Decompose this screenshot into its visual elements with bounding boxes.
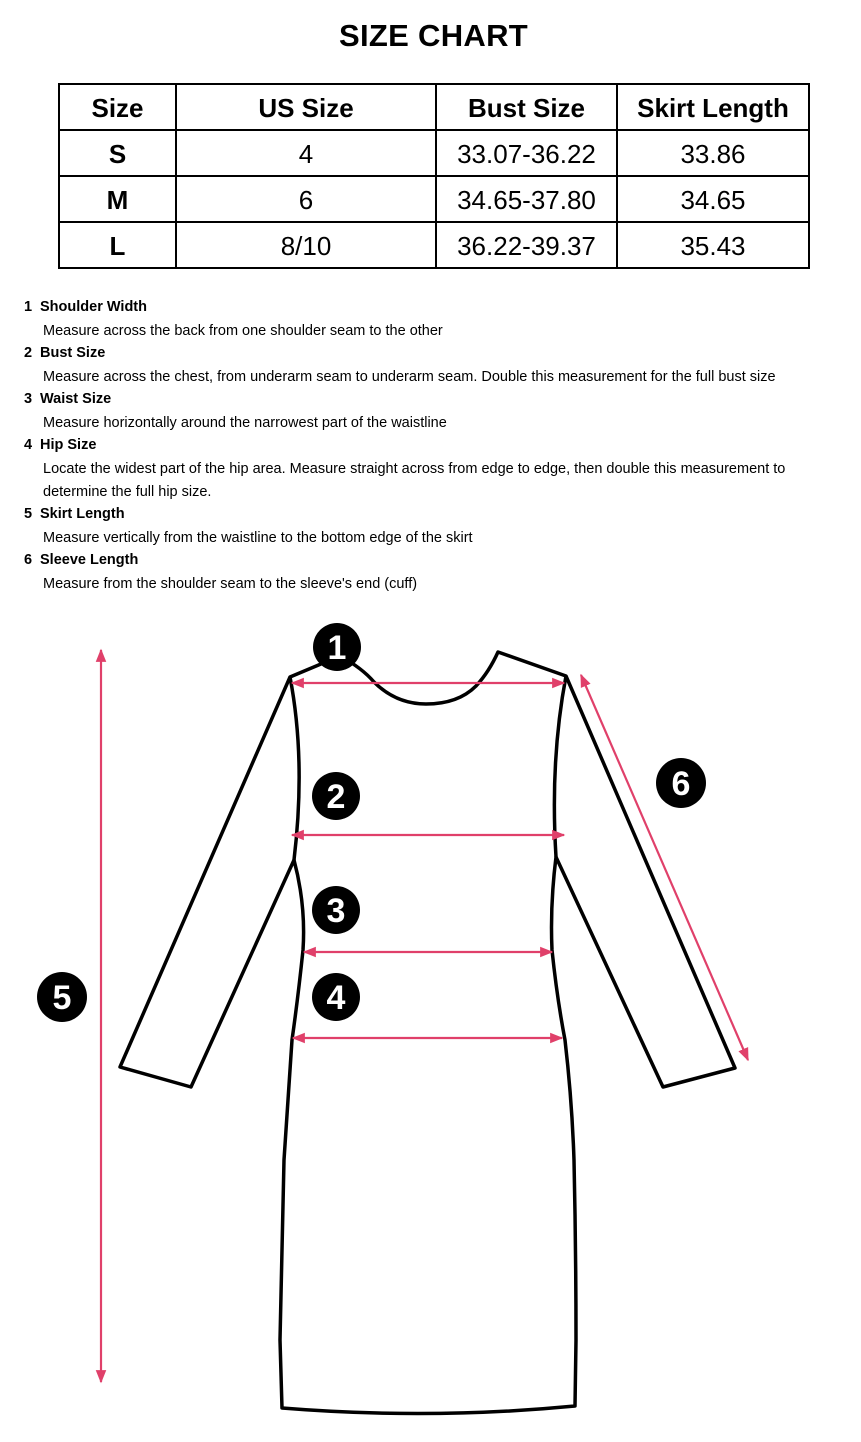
guide-number: 5	[24, 506, 33, 522]
guide-description: Measure across the chest, from underarm seam to underarm seam. Double this measurement for the full bust size	[43, 369, 776, 385]
cell-size: M	[59, 176, 176, 222]
guide-item-bust-size	[24, 343, 854, 389]
guide-number: 6	[24, 552, 33, 568]
svg-text:6: 6	[671, 765, 691, 803]
table-header-row	[59, 84, 809, 130]
guide-item-skirt-length	[24, 504, 854, 550]
cell-us-size: 4	[176, 130, 436, 176]
guide-description: Measure across the back from one shoulder seam to the other	[43, 323, 443, 339]
guide-item-waist-size	[24, 389, 854, 435]
svg-text:2: 2	[326, 778, 346, 816]
header-bust-size: Bust Size	[436, 84, 617, 130]
dress-outline	[120, 652, 735, 1414]
guide-number: 4	[24, 437, 33, 453]
guide-item-hip-size	[24, 435, 854, 504]
badge-3	[312, 886, 360, 934]
svg-text:5: 5	[52, 979, 72, 1017]
table-row	[59, 222, 809, 268]
guide-title: Hip Size	[40, 437, 97, 453]
guide-title: Skirt Length	[40, 506, 125, 522]
badge-2	[312, 772, 360, 820]
cell-bust-size: 33.07-36.22	[436, 130, 617, 176]
measurement-guide	[24, 297, 854, 596]
svg-text:4: 4	[326, 979, 346, 1017]
guide-title: Shoulder Width	[40, 299, 147, 315]
table-row	[59, 130, 809, 176]
cell-skirt-length: 34.65	[617, 176, 809, 222]
guide-number: 3	[24, 391, 33, 407]
guide-description: Measure horizontally around the narrowest part of the waistline	[43, 415, 447, 431]
guide-description: Measure from the shoulder seam to the sleeve's end (cuff)	[43, 576, 418, 592]
cell-bust-size: 34.65-37.80	[436, 176, 617, 222]
badge-4	[312, 973, 360, 1021]
guide-description: Locate the widest part of the hip area. Measure straight across from edge to edge, then double this measurement to determine the full hip size.	[43, 461, 786, 500]
badge-6	[656, 758, 706, 808]
guide-title: Sleeve Length	[40, 552, 139, 568]
guide-item-shoulder-width	[24, 297, 854, 343]
guide-number: 1	[24, 299, 33, 315]
guide-description: Measure vertically from the waistline to the bottom edge of the skirt	[43, 530, 473, 546]
table-row	[59, 176, 809, 222]
guide-number: 2	[24, 345, 33, 361]
cell-bust-size: 36.22-39.37	[436, 222, 617, 268]
header-size: Size	[59, 84, 176, 130]
page-title: SIZE CHART	[339, 18, 528, 53]
header-skirt-length: Skirt Length	[617, 84, 809, 130]
guide-title: Waist Size	[40, 391, 112, 407]
guide-title: Bust Size	[40, 345, 106, 361]
header-us-size: US Size	[176, 84, 436, 130]
cell-skirt-length: 33.86	[617, 130, 809, 176]
badge-5	[37, 972, 87, 1022]
cell-skirt-length: 35.43	[617, 222, 809, 268]
guide-item-sleeve-length	[24, 550, 854, 596]
dress-measurement-diagram	[0, 600, 861, 1442]
cell-size: S	[59, 130, 176, 176]
svg-text:1: 1	[327, 629, 347, 667]
cell-us-size: 6	[176, 176, 436, 222]
size-table	[58, 83, 810, 269]
badge-1	[313, 623, 361, 671]
cell-size: L	[59, 222, 176, 268]
cell-us-size: 8/10	[176, 222, 436, 268]
svg-text:3: 3	[326, 892, 346, 930]
